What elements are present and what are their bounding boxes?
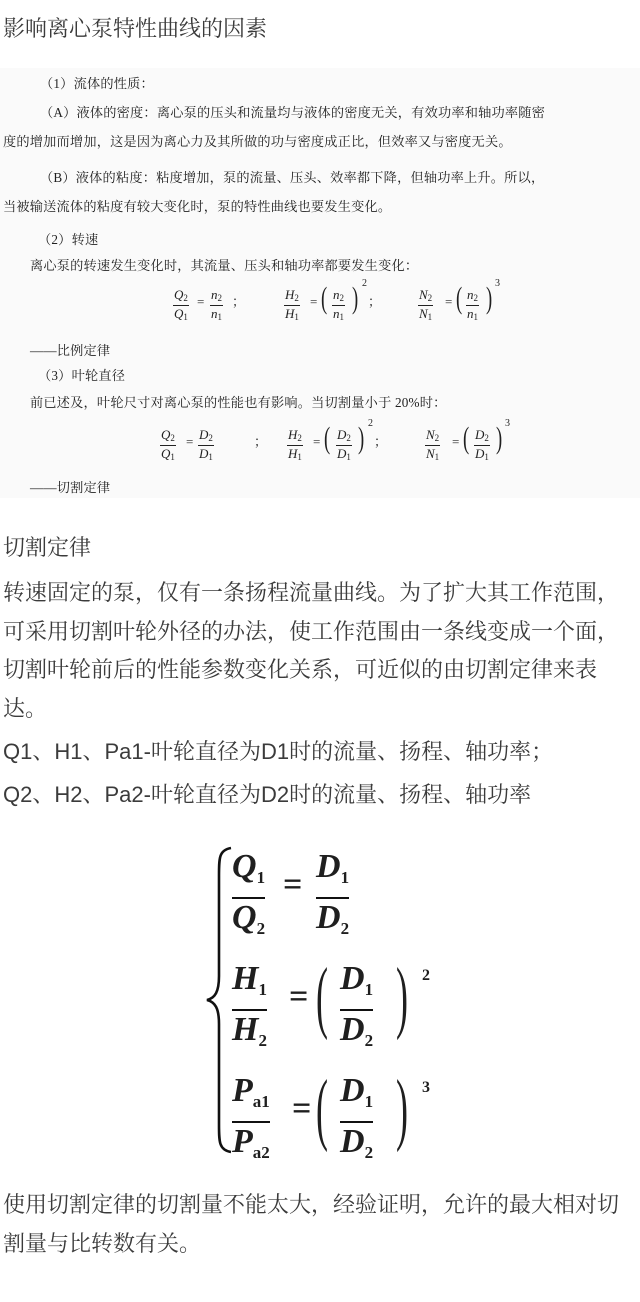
fraction-n2-n1-sq: $n_2$ $n_1$ [333, 287, 344, 322]
s1-b-line1: （B）液体的粘度：粘度增加，泵的流量、压头、效率都下降，但轴功率上升。所以， [40, 170, 545, 185]
fraction-n2-n1: $n_2$ $n_1$ [211, 287, 222, 322]
left-paren: ( [324, 420, 331, 455]
semicolon: ； [368, 294, 382, 309]
equals-sign: = [186, 434, 194, 449]
right-paren: ) [358, 420, 365, 455]
equals-sign: = [310, 294, 318, 309]
s3-text: 前已述及，叶轮尺寸对离心泵的性能也有影响。当切割量小于 20%时： [30, 395, 447, 410]
fraction-d1-d2-squared: D1 D2 [340, 960, 373, 1060]
right-paren: ) [486, 280, 493, 315]
equals-sign: = [283, 866, 303, 903]
semicolon: ； [254, 434, 268, 449]
closing-paragraph: 使用切割定律的切割量不能太大，经验证明，允许的最大相对切割量与比转数有关。 [3, 1192, 620, 1256]
equals-sign: = [197, 294, 205, 309]
fraction-d2-d1-sq: $D_2$ $D_1$ [337, 427, 351, 462]
exponent: 2 [368, 418, 373, 429]
s2-heading: （2）转速 [38, 232, 99, 247]
equals-sign: = [313, 434, 321, 449]
left-paren: ( [316, 953, 328, 1041]
exponent: 2 [362, 278, 367, 289]
s1-b-line2: 当被输送流体的粘度有较大变化时，泵的特性曲线也要发生变化。 [3, 199, 392, 214]
exponent: 3 [495, 278, 500, 289]
trimming-law-formula [0, 840, 640, 1170]
fraction-d1-d2-cubed: D1 D2 [340, 1072, 373, 1172]
s3-law: ——切割定律 [30, 480, 111, 495]
exponent: 3 [505, 418, 510, 429]
semicolon: ； [374, 434, 388, 449]
left-paren: ( [463, 420, 470, 455]
right-paren: ) [396, 1065, 408, 1153]
fraction-q2-q1: $Q_2$ $Q_1$ [174, 287, 188, 322]
right-paren: ) [352, 280, 359, 315]
fraction-n2-n1-power: $N_2$ $N_1$ [426, 427, 440, 462]
s1-a-line2: 度的增加而增加，这是因为离心力及其所做的功与密度成正比，但效率又与密度无关。 [3, 134, 512, 149]
section-heading: 切割定律 [3, 535, 92, 560]
exponent: 2 [422, 967, 430, 984]
fraction-d2-d1: $D_2$ $D_1$ [199, 427, 213, 462]
equals-sign: = [292, 1090, 312, 1127]
textbook-scan [0, 68, 640, 498]
equals-sign: = [445, 294, 453, 309]
fraction-d1-d2: D1 D2 [316, 848, 349, 948]
exponent: 3 [422, 1079, 430, 1096]
s1-a-line1: （A）液体的密度：离心泵的压头和流量均与液体的密度无关，有效功率和轴功率随密 [40, 105, 546, 120]
s2-law: ——比例定律 [30, 343, 111, 358]
fraction-pa1-pa2: Pa1 Pa2 [232, 1072, 270, 1172]
s2-text: 离心泵的转速发生变化时，其流量、压头和轴功率都要发生变化： [30, 258, 419, 273]
s1-heading: （1）流体的性质： [40, 76, 154, 91]
fraction-h1-h2: H1 H2 [232, 960, 267, 1060]
page-title: 影响离心泵特性曲线的因素 [3, 16, 268, 41]
intro-paragraph: 转速固定的泵，仅有一条扬程流量曲线。为了扩大其工作范围，可采用切割叶轮外径的办法，使工作范围由一条线变成一个面，切割叶轮前后的性能参数变化关系，可近似的由切割定律来表达。 [3, 580, 620, 721]
right-paren: ) [396, 953, 408, 1041]
variable-definition-2: Q2、H2、Pa2-叶轮直径为D2时的流量、扬程、轴功率 [3, 782, 532, 807]
left-paren: ( [321, 280, 328, 315]
fraction-q1-q2: Q1 Q2 [232, 848, 265, 948]
fraction-d2-d1-cube: $D_2$ $D_1$ [475, 427, 489, 462]
fraction-h2-h1: $H_2$ $H_1$ [288, 427, 302, 462]
left-paren: ( [316, 1065, 328, 1153]
fraction-n2-n1-power: $N_2$ $N_1$ [419, 287, 433, 322]
equals-sign: = [452, 434, 460, 449]
variable-definition-1: Q1、H1、Pa1-叶轮直径为D1时的流量、扬程、轴功率； [3, 739, 554, 764]
equals-sign: = [289, 978, 309, 1015]
s3-heading: （3）叶轮直径 [38, 368, 126, 383]
fraction-q2-q1: $Q_2$ $Q_1$ [161, 427, 175, 462]
right-paren: ) [496, 420, 503, 455]
fraction-h2-h1: $H_2$ $H_1$ [285, 287, 299, 322]
semicolon: ； [232, 294, 246, 309]
left-paren: ( [456, 280, 463, 315]
curly-brace-icon [205, 846, 235, 1154]
fraction-n2-n1-cube: $n_2$ $n_1$ [467, 287, 478, 322]
